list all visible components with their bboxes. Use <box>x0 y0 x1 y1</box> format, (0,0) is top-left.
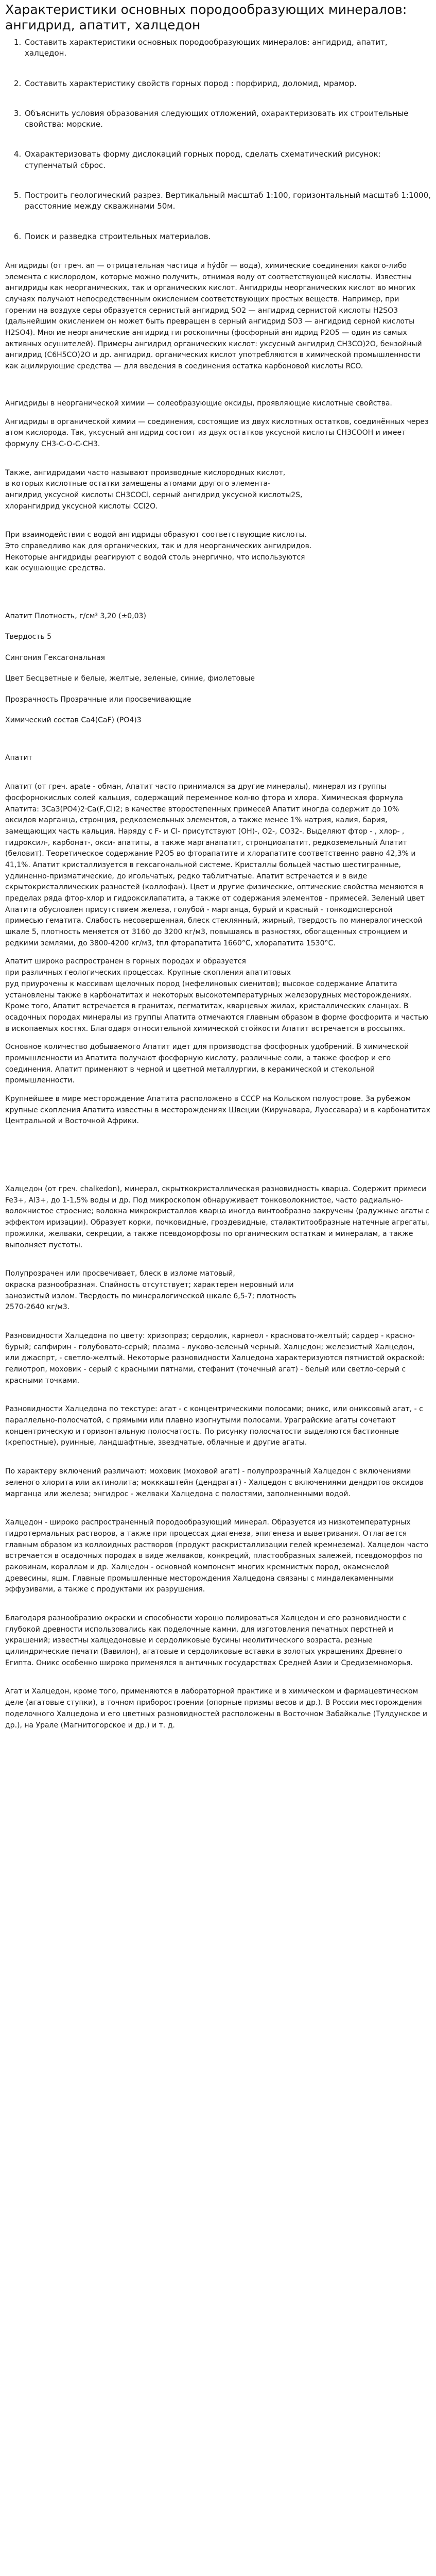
task-list <box>5 37 431 242</box>
task-item-3: 3. Объяснить условия образования следующих отложений, охарактеризовать их строительные свойства: морские. <box>24 108 431 130</box>
task-item-5: 5. Построить геологический разрез. Вертикальный масштаб 1:100, горизонтальный масштаб 1:1000, расстояние между скважинами 50м. <box>24 190 431 212</box>
apatite-paragraph-2: Апатит широко распространен в горных породах и образуется при различных геологических процессах. Крупные скопления апатитовых руд приурочены к массивам щелочных пород (нефелиновых сиенитов); высокое содержание Апатита установлены также в карбонатитах и некоторых высокотемпературных железорудных месторождениях. Кроме того, Апатит встречается в гранитах, пегматитах, кварцевых жилах, кристаллических сланцах. В осадочных породах минералы из группы Апатита отмечаются главным образом в форме фосфорита и частью в ископаемых костях. Благодаря относительной химической стойкости Апатит встречается в россыпях. <box>5 957 429 1033</box>
chalcedony-paragraph-5: По характеру включений различают: моховик (моховой агат) - полупрозрачный Халцедон с включениями зеленого хлорита или актинолита; мокккаштейн (дендрагат) - Халцедон с включениями дендритов оксидов марганца или железа; энгидрос - желваки Халцедона с полостями, заполненными водой. <box>5 1467 424 1498</box>
apatite-syngony: Сингония Гексагональная <box>5 653 105 662</box>
apatite-paragraph-1: Апатит (от греч. apate - обман, Апатит часто принимался за другие минералы), минерал из группы фосфорнокислых солей кальция, содержащий переменное кол-во фтора и хлора. Химическая формула Апатита: 3Ca3(PO4)2·Ca(F,Cl)2; в качестве второстепенных примесей Апатит иногда содержит до 10% оксидов марганца, стронция, редкоземельных элементов, а также менее 1% натрия, калия, бария, замещающих часть кальция. Наряду с F- и Cl- присутствуют (OH)-, O2-, CO32-. Выделяют фтор - , хлор- , гидроксил-, карбонат-, окси- апатиты, а также марганапатит, стронциоапатит, редкоземельный Апатит (беловит). Теоретическое содержание P2O5 во фторапатите и хлорапатите соответственно равно 42,3% и 41,1%. Апатит кристаллизуется в гексагональной системе. Кристаллы больцей частью шестигранные, удлиненно-призматические, до игольчатых, редко таблитчатые. Апатит встречается и в виде скрытокристаллических разностей (коллофан). Цвет и другие физические, оптические свойства меняются в пределах ряда фтор-хлор и гидроксилапатита, а также от содержания элементов - примесей. Зеленый цвет Апатита обусловлен присутствием железа, голубой - марганца, бурый и красный - тонкодисперсной примесью гематита. Слабость несовершенная, блеск стеклянный, жирный, твердость по минералогической шкале 5, плотность меняется от 3160 до 3200 кг/м3, повышаясь в разностях, обогащенных стронцием и редкими землями, до 3800-4200 кг/м3, tпл фторапатита 1660°С, хлорапатита 1530°С. <box>5 783 425 947</box>
task-item-2: 2. Составить характеристику свойств горных пород : порфирид, доломид, мрамор. <box>24 78 431 89</box>
chalcedony-paragraph-6: Халцедон - широко распространенный породообразующий минерал. Образуется из низкотемпературных гидротермальных растворов, а также при процессах диагенеза, эпигенеза и выветривания. Отлагается главным образом из коллоидных растворов (продукт раскристаллизации гелей кремнезема). Халцедон часто встречается в осадочных породах в виде желваков, конкреций, пластообразных залежей, псевдоморфоз по раковинам, кораллам и др. Халцедон - основной компонент многих кремнистых пород, окаменелой древесины, яшм. Главные промышленные месторождения Халцедона связаны с миндалекаменными эффузивами, а также с продуктами их разрушения. <box>5 1518 429 1594</box>
apatite-properties <box>5 611 431 726</box>
chalcedony-paragraph-1: Халцедон (от греч. chalkedon), минерал, скрыткокристаллическая разновидность кварца. Содержит примеси Fe3+, Al3+, до 1-1,5% воды и др. Под микроскопом обнаруживает тонковолокнистое, часто радиально-волокнистое строение; волокна микрокристаллов кварца иногда винтообразно закручены (радужные агаты с эффектом иризации). Образует корки, почковидные, гроздевидные, сталактитообразные натечные агрегаты, прожилки, желваки, секреции, а также псевдоморфозы по органическим остаткам и минералам, а также выполняет пустоты. <box>5 1185 429 1249</box>
anhydrite-paragraph-1: Ангидриды (от греч. an — отрицательная частица и hýdōr — вода), химические соединения какого-либо элемента с кислородом, которые можно получить, отнимая воду от соответствующей кислоты. Известны ангидриды как неорганических, так и органических кислот. Ангидриды неорганических кислот во многих случаях получают непосредственным окислением соответствующих простых веществ. Например, при горении на воздухе серы образуется сернистый ангидрид SO2 — ангидрид сернистой кислоты H2SO3 (дальнейшим окислением он может быть превращен в серный ангидрид SO3 — ангидрид серной кислоты H2SO4). Многие неорганические ангидрид гигроскопичны (фосфорный ангидрид P2O5 — один из самых активных осушителей). Примеры ангидрид органических кислот: уксусный ангидрид CH3CO)2O, бензойный ангидрид (C6H5CO)2O и др. ангидрид. органических кислот употребляются в химической промышленности как ацилирующие средства — для введения в соединения остатка карбоновой кислоты RCO. <box>5 261 422 371</box>
chalcedony-paragraph-4: Разновидности Халцедона по текстуре: агат - с концентрическими полосами; оникс, или ониксовый агат, - с параллельно-полосчатой, с прямыми или плавно изогнутыми полосами. Ураграйские агаты сочетают концентрическую и горизонтальную полосчатость. По рисунку полосчатости выделяются бастионные (крепостные), руинные, ландшафтные, звездчатые, облачные и другие агаты. <box>5 1405 423 1447</box>
chalcedony-paragraph-3: Разновидности Халцедона по цвету: хризопраз; сердолик, карнеол - красновато-желтый; сардер - красно-бурый; сапфирин - голубовато-серый; плазма - луково-зеленый черный. Халцедон; железистый Халцедон, или джаспрт, - светло-желтый. Некоторые разновидности Халцедона характеризуются пятнистой окраской: гелиотроп, моховик - серый с красными пятнами, стефанит (точечный агат) - белый или светло-серый с красными точками. <box>5 1331 425 1385</box>
page-title: Характеристики основных породообразующих минералов: ангидрид, апатит, халцедон <box>5 2 407 32</box>
apatite-color: Цвет Бесцветные и белые, желтые, зеленые, синие, фиолетовые <box>5 674 255 683</box>
apatite-transparency: Прозрачность Прозрачные или просвечивающие <box>5 695 191 704</box>
anhydrite-paragraph-4: Также, ангидридами часто называют производные кислородных кислот, в которых кислотные остатки замещены атомами другого элемента- ангидрид уксусной кислоты CH3COCl, серный ангидрид уксусной кислоты2S, хлорангидрид уксусной кислоты CCl2O. <box>5 468 303 511</box>
anhydrite-paragraph-2: Ангидриды в неорганической химии — солеобразующие оксиды, проявляющие кислотные свойства. <box>5 399 392 408</box>
chalcedony-paragraph-7: Благодаря разнообразию окраски и способности хорошо полироваться Халцедон и его разновидности с глубокой древности использовались как поделочные камни, для изготовления печатных перстней и украшений; известны халцедоновые и сердоликовые бусины неолитического возраста, резные цилиндрические печати (Вавилон), агатовые и сердоликовые вставки в золотых украшениях Древнего Египта. Оникс особенно широко применялся в античных государствах Средней Азии и Средиземноморья. <box>5 1614 413 1667</box>
task-item-1: 1. Составить характеристики основных породообразующих минералов: ангидрид, апатит, халцедон. <box>24 37 431 59</box>
anhydrite-paragraph-5: При взаимодействии с водой ангидриды образуют соответствующие кислоты. Это справедливо как для органических, так и для неорганических ангидридов. Некоторые ангидриды реагируют с водой столь энергично, что используются как осушающие средства. <box>5 531 312 573</box>
chalcedony-paragraph-8: Агат и Халцедон, кроме того, применяются в лабораторной практике и в химическом и фармацевтическом деле (агатовые ступки), в точном приборостроении (опорные призмы весов и др.). В России месторождения поделочного Халцедона и его цветных разновидностей расположены в Восточном Забайкалье (Тулдунское и др.), на Урале (Магнитогорское и др.) и т. д. <box>5 1687 427 1730</box>
anhydrite-paragraph-3: Ангидриды в органической химии — соединения, состоящие из двух кислотных остатков, соединённых через атом кислорода. Так, уксусный ангидрид состоит из двух остатков уксусной кислоты CH3COOH и имеет формулу CH3-C-O-C-CH3. <box>5 417 429 448</box>
chalcedony-paragraph-2: Полупрозрачен или просвечивает, блеск в изломе матовый, окраска разнообразная. Спайность отсутствует; характерен неровный или занозистый излом. Твердость по минералогической шкале 6,5-7; плотность 2570-2640 кг/м3. <box>5 1269 297 1312</box>
apatite-density: Апатит Плотность, г/см³ 3,20 (±0,03) <box>5 612 146 621</box>
apatite-heading: Апатит <box>5 754 32 762</box>
apatite-formula: Химический состав Ca4(CaF) (PO4)3 <box>5 716 142 725</box>
apatite-paragraph-3: Основное количество добываемого Апатит идет для производства фосфорных удобрений. В химической промышленности из Апатита получают фосфорную кислоту, различные соли, а также фосфор и его соединения. Апатит применяют в черной и цветной металлургии, в керамической и стекольной промышленности. <box>5 1043 409 1085</box>
task-item-6: 6. Поиск и разведка строительных материалов. <box>24 231 431 242</box>
apatite-paragraph-4: Крупнейшее в мире месторождение Апатита расположено в СССР на Кольском полуострове. За рубежом крупные скопления Апатита известны в месторождениях Швеции (Кирунавара, Луоссавара) и в карбонатитах Центральной и Восточной Африки. <box>5 1095 430 1126</box>
task-item-4: 4. Охарактеризовать форму дислокаций горных пород, сделать схематический рисунок: ступенчатый сброс. <box>24 149 431 171</box>
apatite-hardness: Твердость 5 <box>5 633 52 641</box>
